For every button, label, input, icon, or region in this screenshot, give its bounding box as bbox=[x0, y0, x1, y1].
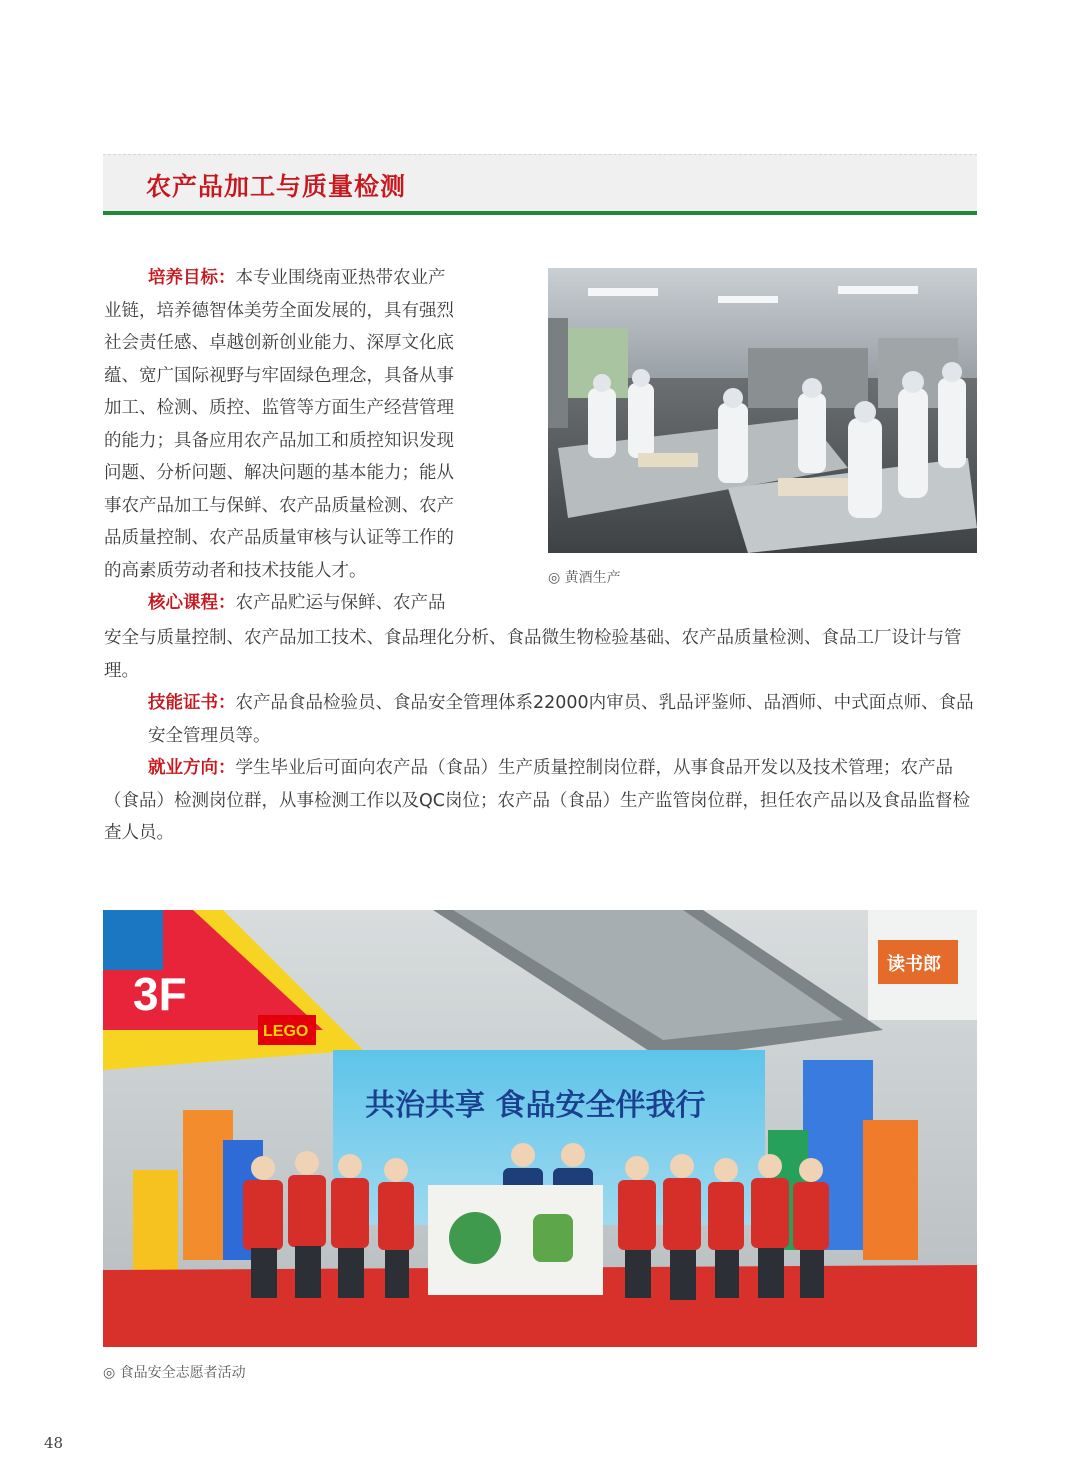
photo2-caption: ◎ 食品安全志愿者活动 bbox=[103, 1365, 246, 1381]
floor-sign: 3F bbox=[133, 968, 187, 1020]
course-paragraph: 安全与质量控制、农产品加工技术、食品理化分析、食品微生物检验基础、农产品质量检测、食品工厂设计与管理。 bbox=[104, 628, 962, 681]
cert-label: 技能证书： bbox=[148, 693, 236, 713]
course-first-line: 农产品贮运与保鲜、农产品 bbox=[235, 593, 446, 613]
goal-line: 加工、检测、质控、监管等方面生产经营管理 bbox=[104, 398, 454, 418]
career-text: 学生毕业后可面向农产品（食品）生产质量控制岗位群，从事食品开发以及技术管理；农产品（食品）检测岗位群，从事检测工作以及QC岗位；农产品（食品）生产监管岗位群，担任农产品以及食品监督检查人员。 bbox=[104, 758, 970, 843]
career-paragraph bbox=[104, 752, 978, 850]
goal-line: 品质量控制、农产品质量审核与认证等工作的 bbox=[104, 528, 454, 548]
lab-production-photo bbox=[548, 268, 977, 553]
page-number: 48 bbox=[44, 1434, 64, 1452]
goal-label: 培养目标： bbox=[148, 268, 236, 288]
photo1-caption: ◎ 黄酒生产 bbox=[548, 570, 621, 586]
goal-line: 蕴、宽广国际视野与牢固绿色理念，具备从事 bbox=[104, 365, 454, 386]
store-sign: 读书郎 bbox=[887, 954, 941, 975]
lab-photo-illustration bbox=[548, 268, 977, 553]
cert-text: 农产品食品检验员、食品安全管理体系22000内审员、乳品评鉴师、品酒师、中式面点师、食品安全管理员等。 bbox=[148, 693, 974, 746]
section-banner bbox=[103, 154, 977, 215]
volunteer-activity-photo bbox=[103, 910, 977, 1347]
section-title: 农产品加工与质量检测 bbox=[146, 172, 407, 201]
goal-line: 业链，培养德智体美劳全面发展的，具有强烈 bbox=[104, 300, 454, 321]
goal-line: 问题、分析问题、解决问题的基本能力；能从 bbox=[104, 463, 454, 483]
goal-first-line: 本专业围绕南亚热带农业产 bbox=[235, 268, 446, 288]
lego-sign: LEGO bbox=[263, 1023, 309, 1040]
goal-paragraph bbox=[104, 262, 499, 620]
goal-line: 事农产品加工与保鲜、农产品质量检测、农产 bbox=[104, 495, 454, 516]
backdrop-title: 共治共享 食品安全伴我行 bbox=[365, 1088, 706, 1123]
goal-line: 的能力；具备应用农产品加工和质控知识发现 bbox=[104, 430, 454, 451]
career-label: 就业方向： bbox=[148, 758, 236, 778]
goal-line: 的高素质劳动者和技术技能人才。 bbox=[104, 560, 367, 581]
goal-line: 社会责任感、卓越创新创业能力、深厚文化底 bbox=[104, 333, 454, 353]
cert-paragraph bbox=[104, 687, 978, 752]
course-label: 核心课程： bbox=[148, 593, 236, 613]
volunteer-photo-illustration bbox=[103, 910, 977, 1347]
